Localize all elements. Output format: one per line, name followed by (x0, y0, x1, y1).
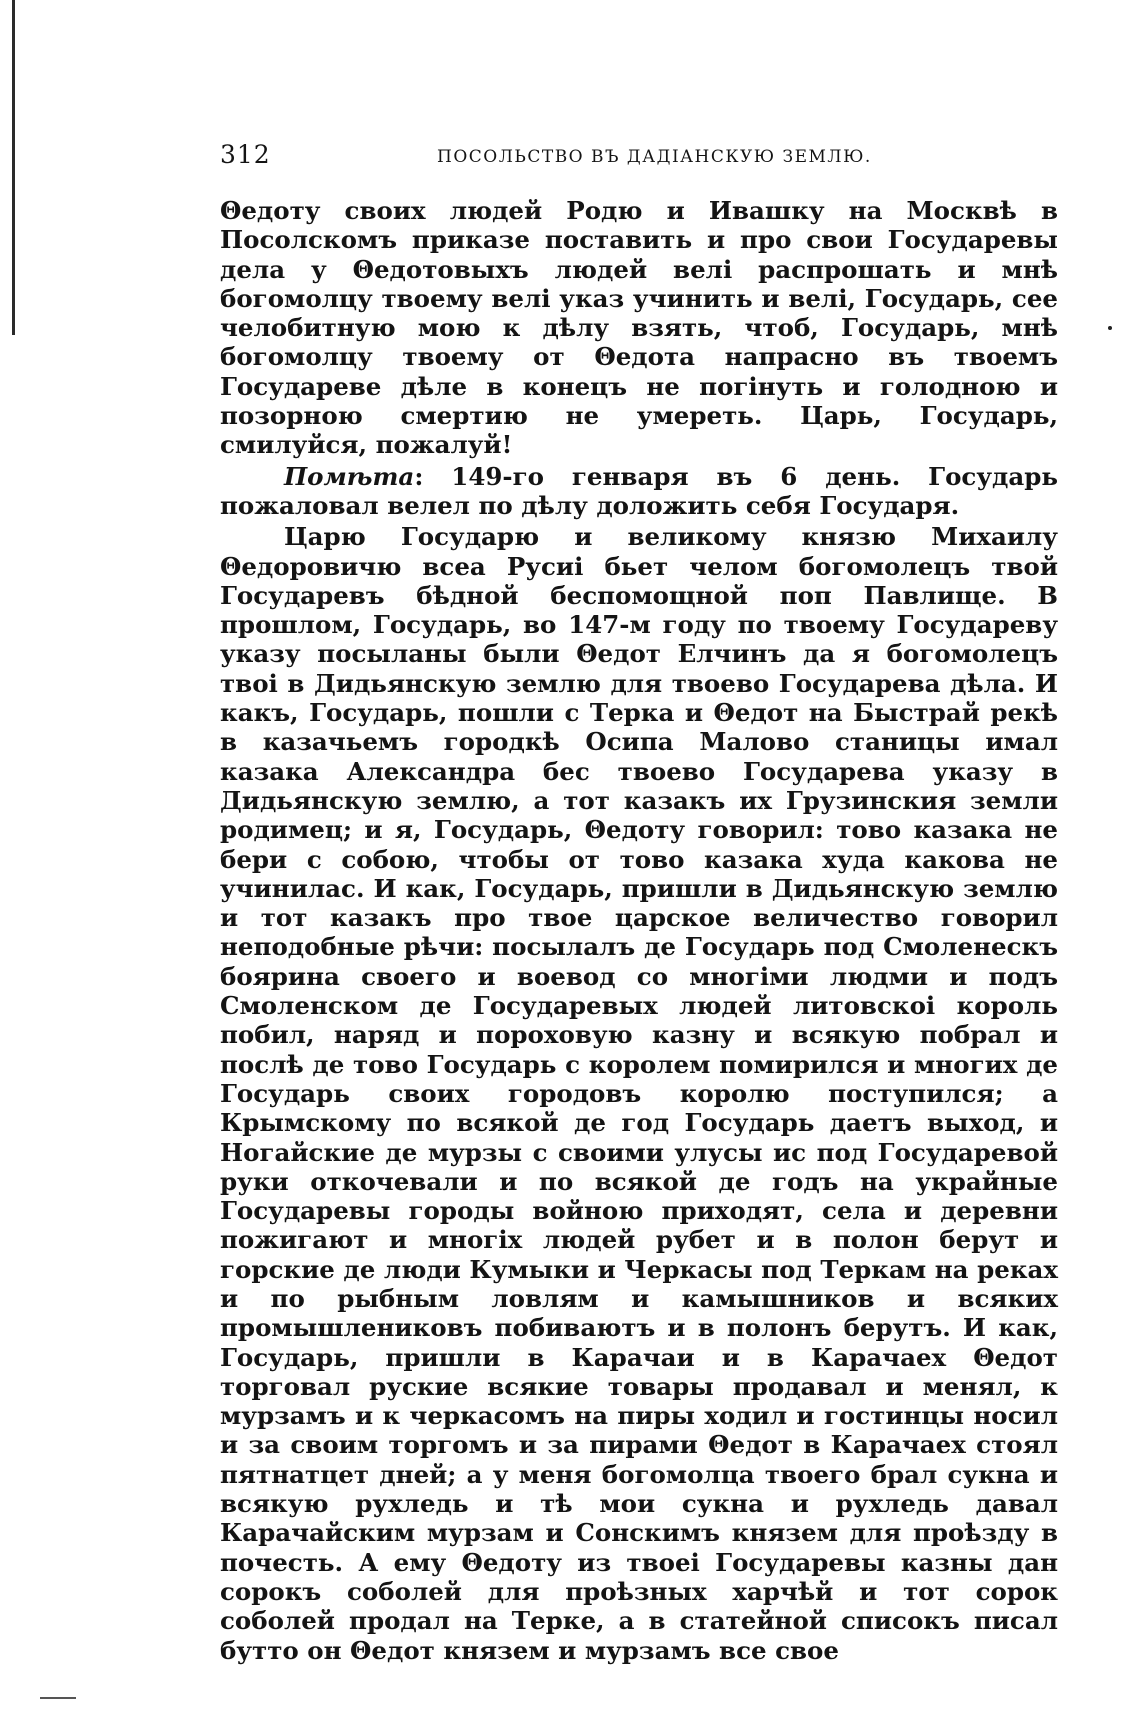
note-paragraph (220, 462, 1058, 521)
page-header (220, 140, 1058, 174)
scan-mark (40, 1697, 76, 1699)
note-label: Помѣта (284, 461, 415, 491)
body-text (220, 196, 1058, 1665)
scan-speck (1108, 326, 1112, 330)
note-text: : 149-го генваря въ 6 день. Государь пожаловал велел по дѣлу доложить себя Государя. (220, 461, 1058, 520)
page-number: 312 (220, 140, 271, 169)
running-title: ПОСОЛЬСТВО ВЪ ДАДІАНСКУЮ ЗЕМЛЮ. (437, 147, 872, 167)
paragraph-1: Θедоту своих людей Родю и Ивашку на Москвѣ в Посолскомъ приказе поставить и про свои Государевы дела у Θедотовыхъ людей велі распрошать и мнѣ богомолцу твоему велі указ учинить и велі, Государь, сее челобитную мою к дѣлу взять, чтоб, Государь, мнѣ богомолцу твоему от Θедота напрасно въ твоемъ Государеве дѣле в конецъ не погінуть и голодною и позорною смертию не умереть. Царь, Государь, смилуйся, пожалуй! (220, 196, 1058, 460)
scan-margin-edge (12, 0, 15, 335)
paragraph-3: Царю Государю и великому князю Михаилу Θедоровичю всеа Русиі бьет челом богомолецъ твой Государевъ бѣдной беспомощной поп Павлище. В прошлом, Государь, во 147-м году по твоему Государеву указу посыланы были Θедот Елчинъ да я богомолецъ твоі в Дидьянскую землю для твоево Государева дѣла. И какъ, Государь, пошли с Терка и Θедот на Быстрай рекѣ в казачьемъ городкѣ Осипа Малово станицы имал казака Александра бес твоево Государева указу в Дидьянскую землю, а тот казакъ их Грузинския земли родимец; и я, Государь, Θедоту говорил: тово казака не бери с собою, чтобы от тово казака худа какова не учинилас. И как, Государь, пришли в Дидьянскую землю и тот казакъ про твое царское величество говорил неподобные рѣчи: посылалъ де Государь под Смоленескъ боярина своего и воевод со многіми людми и подъ Смоленском де Государевых людей литовскоі король побил, наряд и пороховую казну и всякую побрал и послѣ де тово Государь с королем помирился и многих де Государь своих городовъ королю поступился; а Крымскому по всякой де год Государь даетъ выход, и Ногайские де мурзы с своими улусы ис под Государевой руки откочевали и по всякой де годъ на украйные Государевы городы войною приходят, села и деревни пожигают и многіх людей рубет и в полон берут и горские де люди Кумыки и Черкасы под Теркам на реках и по рыбным ловлям и камышников и всяких промышлениковъ побиваютъ и в полонъ берутъ. И как, Государь, пришли в Карачаи и в Карачаех Θедот торговал руские всякие товары продавал и менял, к мурзамъ и к черкасомъ на пиры ходил и гостинцы носил и за своим торгомъ и за пирами Θедот в Карачаех стоял пятнатцет дней; а у меня богомолца твоего брал сукна и всякую рухледь и тѣ мои сукна и рухледь давал Карачайским мурзам и Сонскимъ князем для проѣзду в почесть. А ему Θедоту из твоеі Государевы казны дан сорокъ соболей для проѣзных харчѣй и тот сорок соболей продал на Терке, а в статейной списокъ писал бутто он Θедот князем и мурзамъ все свое (220, 522, 1058, 1665)
